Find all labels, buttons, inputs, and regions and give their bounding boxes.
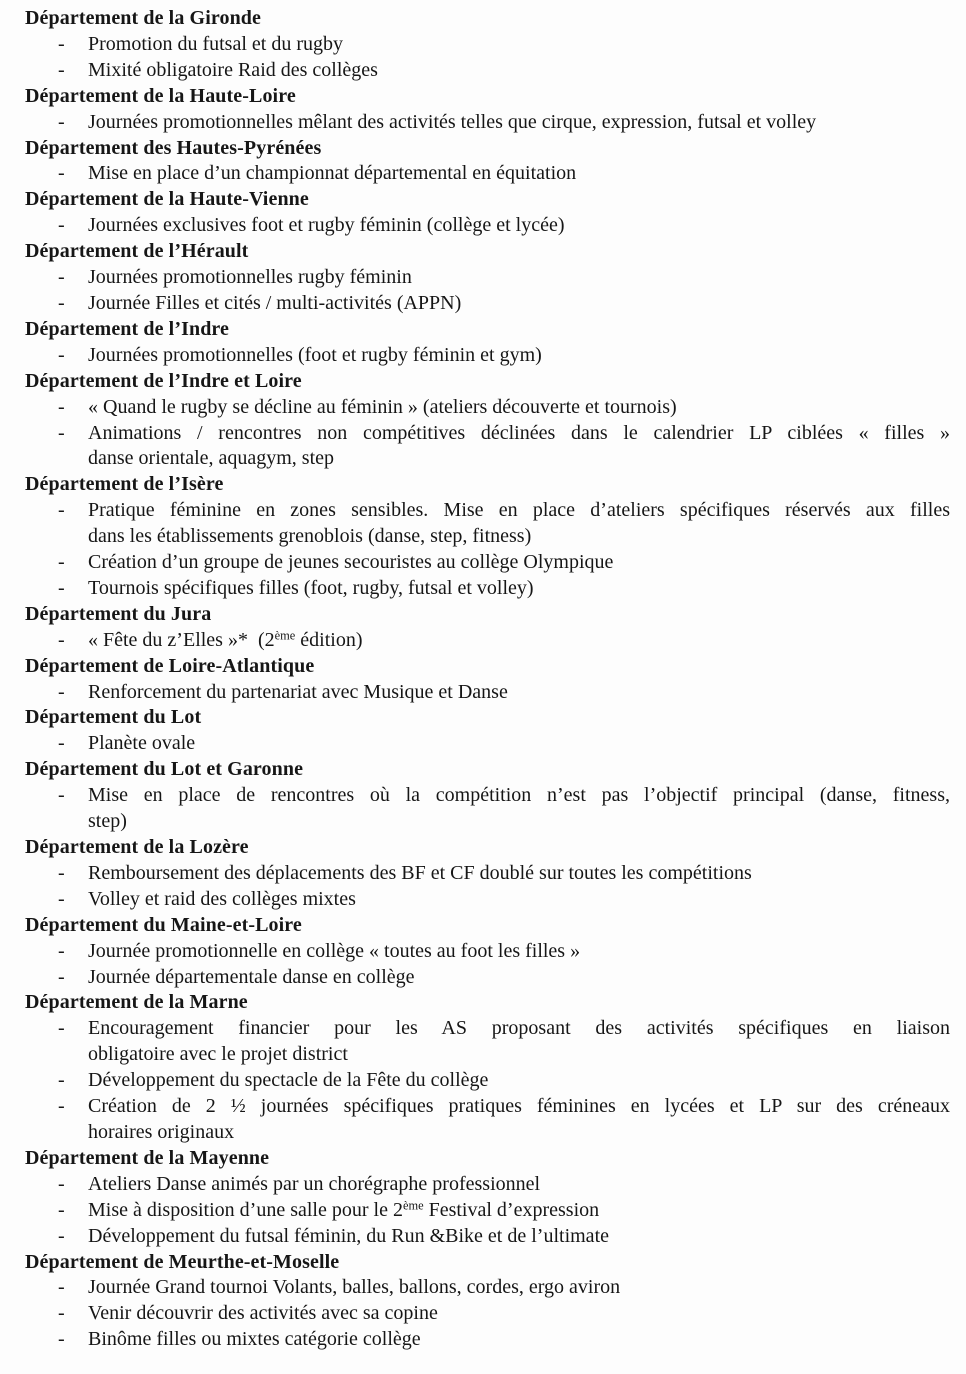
item-text: Journée promotionnelle en collège « toutes au foot les filles » — [88, 939, 581, 962]
dash-bullet-icon: - — [58, 266, 65, 289]
section-heading: Département de l’Isère — [25, 473, 224, 496]
dash-bullet-icon: - — [58, 576, 65, 599]
list-item — [25, 1094, 950, 1146]
item-text: Venir découvrir des activités avec sa copine — [88, 1302, 438, 1325]
item-text: Journées promotionnelles rugby féminin — [88, 266, 412, 289]
list-item — [25, 32, 950, 58]
item-text: Journées promotionnelles mêlant des activités telles que cirque, expression, futsal et volley — [88, 110, 817, 133]
dash-bullet-icon: - — [58, 1276, 65, 1299]
dash-bullet-icon: - — [58, 162, 65, 185]
item-text: Animations / rencontres non compétitives déclinées dans le calendrier LP ciblées « filles » — [88, 421, 950, 444]
superscript-text: ème — [402, 1198, 424, 1213]
section-heading: Département de Loire-Atlantique — [25, 654, 315, 677]
section-heading: Département de l’Hérault — [25, 240, 249, 263]
item-text: Promotion du futsal et du rugby — [88, 32, 343, 55]
dash-bullet-icon: - — [58, 861, 65, 884]
list-item — [25, 887, 950, 913]
section-heading: Département de Meurthe-et-Moselle — [25, 1250, 340, 1273]
list-item — [25, 1068, 950, 1094]
item-text: Pratique féminine en zones sensibles. Mise en place d’ateliers spécifiques réservés aux filles — [88, 499, 950, 522]
list-item — [25, 1172, 950, 1198]
dash-bullet-icon: - — [58, 1198, 65, 1221]
superscript-text: ème — [274, 628, 296, 643]
document-content — [25, 6, 950, 1353]
dash-bullet-icon: - — [58, 1017, 65, 1040]
item-text: Encouragement financier pour les AS proposant des activités spécifiques en liaison — [88, 1017, 950, 1040]
item-text: Mixité obligatoire Raid des collèges — [88, 58, 378, 81]
dash-bullet-icon: - — [58, 1224, 65, 1247]
dash-bullet-icon: - — [58, 732, 65, 755]
list-item — [25, 965, 950, 991]
item-text: Volley et raid des collèges mixtes — [88, 887, 356, 910]
dash-bullet-icon: - — [58, 32, 65, 55]
section-heading: Département du Lot — [25, 706, 202, 729]
dash-bullet-icon: - — [58, 1069, 65, 1092]
section-heading: Département du Maine-et-Loire — [25, 913, 302, 936]
item-text: Mise à disposition d’une salle pour le 2ème Festival d’expression — [88, 1198, 600, 1221]
section-heading: Département du Lot et Garonne — [25, 758, 304, 781]
dash-bullet-icon: - — [58, 939, 65, 962]
dash-bullet-icon: - — [58, 499, 65, 522]
dash-bullet-icon: - — [58, 58, 65, 81]
dash-bullet-icon: - — [58, 680, 65, 703]
list-item — [25, 939, 950, 965]
section-heading: Département de la Marne — [25, 991, 248, 1014]
list-item — [25, 628, 950, 654]
list-item — [25, 498, 950, 550]
dash-bullet-icon: - — [58, 291, 65, 314]
section-heading: Département du Jura — [25, 602, 212, 625]
item-text: Tournois spécifiques filles (foot, rugby, futsal et volley) — [88, 576, 534, 599]
dash-bullet-icon: - — [58, 628, 65, 651]
list-item — [25, 395, 950, 421]
section-heading: Département des Hautes-Pyrénées — [25, 136, 322, 159]
list-item — [25, 1016, 950, 1068]
item-text-continuation: dans les établissements grenoblois (danse, step, fitness) — [88, 525, 532, 548]
list-item — [25, 550, 950, 576]
item-text: Création de 2 ½ journées spécifiques pratiques féminines en lycées et LP sur des créneaux — [88, 1095, 950, 1118]
list-item — [25, 161, 950, 187]
dash-bullet-icon: - — [58, 784, 65, 807]
list-item — [25, 1327, 950, 1353]
item-text: Développement du spectacle de la Fête du collège — [88, 1069, 489, 1092]
list-item — [25, 1301, 950, 1327]
list-item — [25, 213, 950, 239]
section-heading: Département de la Lozère — [25, 836, 249, 858]
item-text: Journées exclusives foot et rugby féminin (collège et lycée) — [88, 214, 565, 237]
list-item — [25, 1275, 950, 1301]
dash-bullet-icon: - — [58, 343, 65, 366]
section-heading: Département de la Gironde — [25, 7, 261, 29]
item-text: Remboursement des déplacements des BF et CF doublé sur toutes les compétitions — [88, 861, 752, 884]
item-text-continuation: horaires originaux — [88, 1120, 235, 1143]
item-text: « Fête du z’Elles »* (2ème édition) — [88, 628, 363, 651]
item-text: Binôme filles ou mixtes catégorie collège — [88, 1328, 421, 1351]
item-text-continuation: obligatoire avec le projet district — [88, 1043, 348, 1066]
dash-bullet-icon: - — [58, 421, 65, 444]
item-text: Renforcement du partenariat avec Musique et Danse — [88, 680, 508, 703]
dash-bullet-icon: - — [58, 887, 65, 910]
item-text: Journée Grand tournoi Volants, balles, ballons, cordes, ergo aviron — [88, 1276, 621, 1299]
item-text: Ateliers Danse animés par un chorégraphe professionnel — [88, 1172, 541, 1195]
list-item — [25, 680, 950, 706]
list-item — [25, 110, 950, 136]
item-text: « Quand le rugby se décline au féminin » (ateliers découverte et tournois) — [88, 395, 677, 418]
list-item — [25, 58, 950, 84]
section-heading: Département de l’Indre et Loire — [25, 369, 302, 392]
list-item — [25, 291, 950, 317]
item-text-continuation: step) — [88, 810, 127, 833]
item-text: Journée départementale danse en collège — [88, 965, 415, 988]
item-text: Journées promotionnelles (foot et rugby féminin et gym) — [88, 343, 542, 366]
dash-bullet-icon: - — [58, 1172, 65, 1195]
list-item — [25, 265, 950, 291]
item-text: Journée Filles et cités / multi-activités (APPN) — [88, 291, 462, 314]
dash-bullet-icon: - — [58, 1328, 65, 1351]
dash-bullet-icon: - — [58, 214, 65, 237]
item-text-continuation: danse orientale, aquagym, step — [88, 447, 335, 470]
item-text: Développement du futsal féminin, du Run &Bike et de l’ultimate — [88, 1224, 609, 1247]
item-text: Mise en place de rencontres où la compétition n’est pas l’objectif principal (danse, fitness, — [88, 784, 950, 807]
list-item — [25, 1224, 950, 1250]
list-item — [25, 576, 950, 602]
dash-bullet-icon: - — [58, 1302, 65, 1325]
dash-bullet-icon: - — [58, 965, 65, 988]
section-heading: Département de la Haute-Vienne — [25, 188, 309, 211]
list-item — [25, 1198, 950, 1224]
item-text: Planète ovale — [88, 732, 196, 755]
section-heading: Département de l’Indre — [25, 317, 230, 340]
list-item — [25, 783, 950, 835]
section-heading: Département de la Haute-Loire — [25, 84, 296, 107]
list-item — [25, 861, 950, 887]
dash-bullet-icon: - — [58, 551, 65, 574]
list-item — [25, 731, 950, 757]
section-heading: Département de la Mayenne — [25, 1146, 270, 1169]
item-text: Mise en place d’un championnat départemental en équitation — [88, 162, 577, 185]
item-text: Création d’un groupe de jeunes secouristes au collège Olympique — [88, 551, 614, 574]
list-item — [25, 343, 950, 369]
dash-bullet-icon: - — [58, 1095, 65, 1118]
dash-bullet-icon: - — [58, 110, 65, 133]
dash-bullet-icon: - — [58, 395, 65, 418]
list-item — [25, 421, 950, 473]
